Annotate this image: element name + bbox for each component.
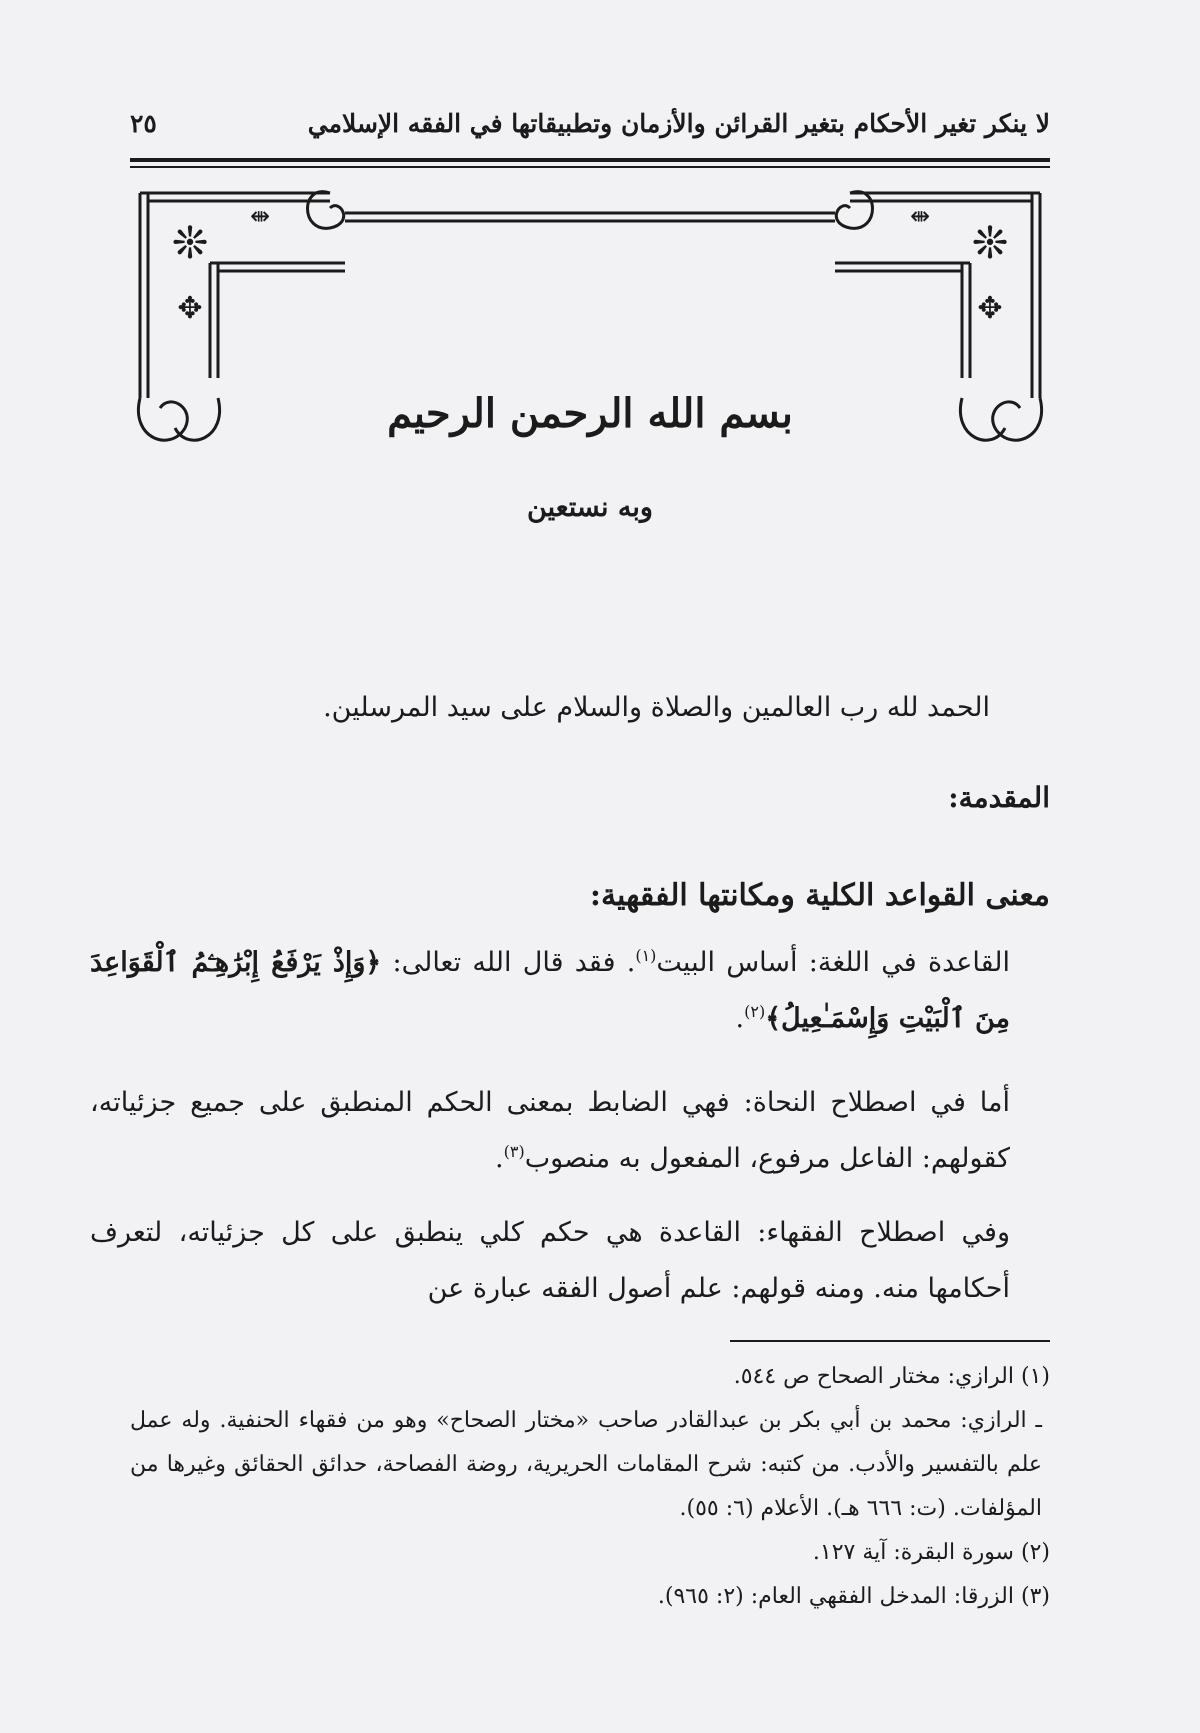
footnote-1-continued: ـ الرازي: محمد بن أبي بكر بن عبدالقادر صاحب «مختار الصحاح» وهو من فقهاء الحنفية. وله عمل علم بالتفسير والأدب. من كتبه: شرح المقامات الحريرية، روضة الفصاحة، حدائق الحقائق وغيرها من المؤلفات. (ت: ٦٦٦ هـ). الأعلام (٦: ٥٥). — [130, 1408, 1042, 1521]
quran-verse: ﴿وَإِذْ يَرْفَعُ إِبْرَٰهِـۧمُ ٱلْقَوَاعِدَ مِنَ ٱلْبَيْتِ وَإِسْمَـٰعِيلُ﴾ — [90, 947, 1010, 1034]
intro-heading: المقدمة: — [948, 781, 1050, 814]
footnote-3: (٣) الزرقا: المدخل الفقهي العام: (٢: ٩٦٥). — [657, 1584, 1050, 1609]
svg-text:✥: ✥ — [177, 291, 203, 326]
running-title: لا ينكر تغير الأحكام بتغير القرائن والأزمان وتطبيقاتها في الفقه الإسلامي — [307, 108, 1050, 138]
header-rule-thick — [130, 158, 1050, 162]
svg-text:❊: ❊ — [171, 218, 209, 269]
paragraph-language-definition — [90, 935, 1050, 1047]
svg-text:⇼: ⇼ — [249, 202, 271, 230]
para3-text: وفي اصطلاح الفقهاء: القاعدة هي حكم كلي ينطبق على كل جزئياته، لتعرف أحكامها منه. ومنه قولهم: علم أصول الفقه عبارة عن — [90, 1217, 1010, 1304]
basmala: بسم الله الرحمن الرحيم — [387, 390, 793, 437]
para1-text-a: القاعدة في اللغة: أساس البيت — [656, 947, 1010, 978]
footnote-ref-3: (٣) — [503, 1142, 525, 1161]
para1-text-b: . فقد قال الله تعالى: — [381, 947, 636, 978]
svg-text:✥: ✥ — [977, 291, 1003, 326]
section-heading: معنى القواعد الكلية ومكانتها الفقهية: — [589, 878, 1050, 913]
footnote-ref-1: (١) — [635, 946, 657, 965]
footnote-ref-2: (٢) — [744, 1002, 766, 1021]
para2-text: أما في اصطلاح النحاة: فهي الضابط بمعنى الحكم المنطبق على جميع جزئياته، كقولهم: الفاعل مرفوع، المفعول به منصوب — [90, 1087, 1010, 1174]
para1-end: . — [735, 1003, 745, 1034]
footnote-separator — [730, 1340, 1050, 1342]
header-rule-thin — [130, 166, 1050, 168]
footnote-1: (١) الرازي: مختار الصحاح ص ٥٤٤. — [733, 1364, 1050, 1389]
paragraph-grammar-definition — [90, 1075, 1050, 1187]
svg-text:⇼: ⇼ — [909, 202, 931, 230]
praise-line: الحمد لله رب العالمين والصلاة والسلام على سيد المرسلين. — [323, 692, 990, 723]
page-number: ٢٥ — [130, 108, 157, 138]
running-header — [130, 100, 1050, 146]
svg-text:❊: ❊ — [971, 218, 1009, 269]
paragraph-jurist-definition — [90, 1205, 1050, 1317]
para2-end: . — [495, 1143, 504, 1174]
footnotes — [130, 1355, 1050, 1619]
opening-subtitle: وبه نستعين — [527, 492, 653, 523]
footnote-2: (٢) سورة البقرة: آية ١٢٧. — [812, 1540, 1050, 1565]
